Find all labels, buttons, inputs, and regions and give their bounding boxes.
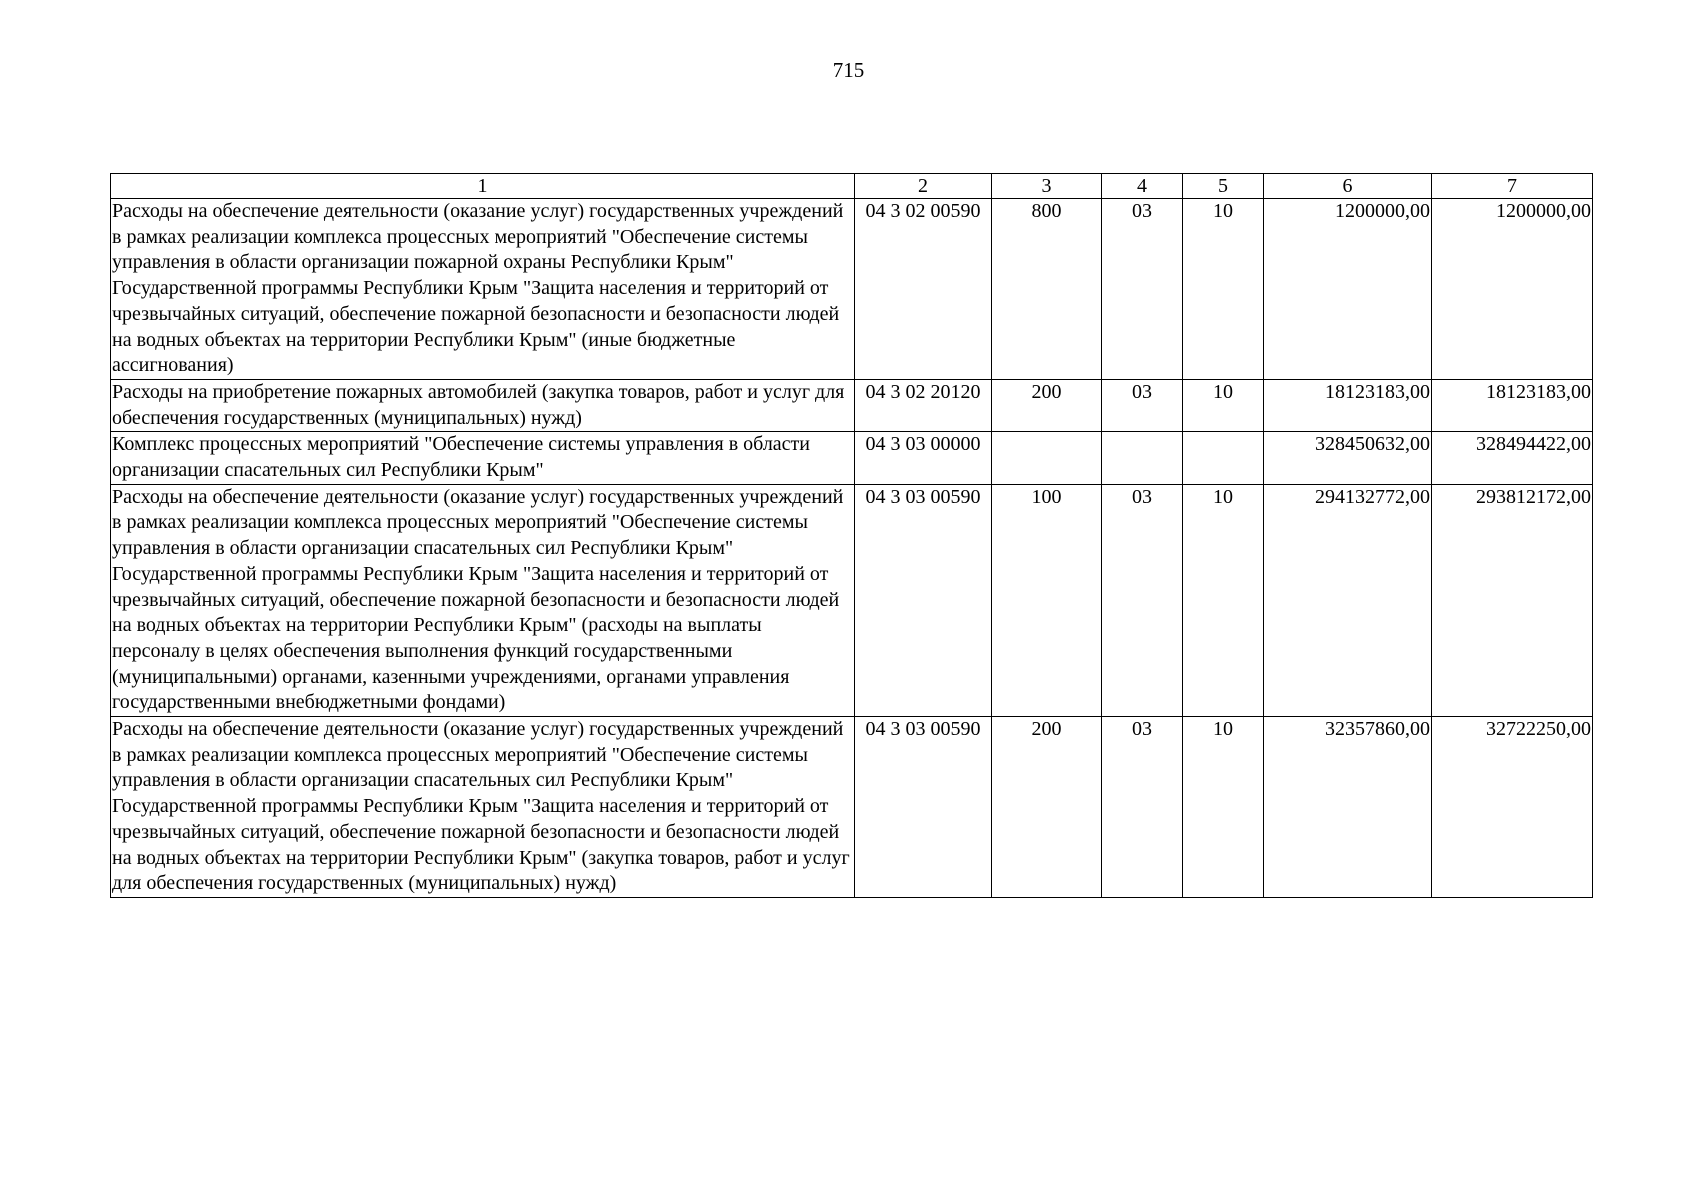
column-header-3: 3 xyxy=(992,174,1102,199)
page-number: 715 xyxy=(832,58,865,82)
row-col-3: 100 xyxy=(992,484,1102,716)
budget-table xyxy=(110,173,1593,898)
row-col-5 xyxy=(1183,432,1264,484)
table-row xyxy=(111,432,1593,484)
row-col-5: 10 xyxy=(1183,199,1264,380)
row-description: Расходы на обеспечение деятельности (оказание услуг) государственных учреждений в рамках реализации комплекса процессных мероприятий "Обеспечение системы управления в области организации спасательных сил Республики Крым" Государственной программы Республики Крым "Защита населения и территорий от чрезвычайных ситуаций, обеспечение пожарной безопасности и безопасности людей на водных объектах на территории Республики Крым" (закупка товаров, работ и услуг для обеспечения государственных (муниципальных) нужд) xyxy=(111,717,855,898)
table-row xyxy=(111,484,1593,716)
row-code: 04 3 02 20120 xyxy=(855,379,992,431)
row-amount-6: 18123183,00 xyxy=(1264,379,1432,431)
table-row xyxy=(111,199,1593,380)
row-amount-6: 1200000,00 xyxy=(1264,199,1432,380)
row-col-3: 200 xyxy=(992,717,1102,898)
row-col-3: 800 xyxy=(992,199,1102,380)
row-col-5: 10 xyxy=(1183,484,1264,716)
row-col-3 xyxy=(992,432,1102,484)
row-amount-7: 293812172,00 xyxy=(1432,484,1593,716)
row-amount-7: 18123183,00 xyxy=(1432,379,1593,431)
row-code: 04 3 02 00590 xyxy=(855,199,992,380)
table-row xyxy=(111,717,1593,898)
row-amount-6: 294132772,00 xyxy=(1264,484,1432,716)
row-col-5: 10 xyxy=(1183,379,1264,431)
column-header-5: 5 xyxy=(1183,174,1264,199)
row-description: Комплекс процессных мероприятий "Обеспечение системы управления в области организации спасательных сил Республики Крым" xyxy=(111,432,855,484)
row-amount-7: 1200000,00 xyxy=(1432,199,1593,380)
row-col-4 xyxy=(1102,432,1183,484)
column-header-1: 1 xyxy=(111,174,855,199)
column-header-2: 2 xyxy=(855,174,992,199)
table-header-row xyxy=(111,174,1593,199)
column-header-7: 7 xyxy=(1432,174,1593,199)
row-col-3: 200 xyxy=(992,379,1102,431)
column-header-4: 4 xyxy=(1102,174,1183,199)
table-row xyxy=(111,379,1593,431)
row-col-4: 03 xyxy=(1102,484,1183,716)
row-col-4: 03 xyxy=(1102,717,1183,898)
row-amount-7: 328494422,00 xyxy=(1432,432,1593,484)
row-col-4: 03 xyxy=(1102,379,1183,431)
row-code: 04 3 03 00000 xyxy=(855,432,992,484)
row-amount-6: 328450632,00 xyxy=(1264,432,1432,484)
column-header-6: 6 xyxy=(1264,174,1432,199)
row-col-5: 10 xyxy=(1183,717,1264,898)
row-col-4: 03 xyxy=(1102,199,1183,380)
row-amount-7: 32722250,00 xyxy=(1432,717,1593,898)
row-description: Расходы на приобретение пожарных автомобилей (закупка товаров, работ и услуг для обеспечения государственных (муниципальных) нужд) xyxy=(111,379,855,431)
row-amount-6: 32357860,00 xyxy=(1264,717,1432,898)
row-description: Расходы на обеспечение деятельности (оказание услуг) государственных учреждений в рамках реализации комплекса процессных мероприятий "Обеспечение системы управления в области организации пожарной охраны Республики Крым" Государственной программы Республики Крым "Защита населения и территорий от чрезвычайных ситуаций, обеспечение пожарной безопасности и безопасности людей на водных объектах на территории Республики Крым" (иные бюджетные ассигнования) xyxy=(111,199,855,380)
row-code: 04 3 03 00590 xyxy=(855,484,992,716)
row-code: 04 3 03 00590 xyxy=(855,717,992,898)
row-description: Расходы на обеспечение деятельности (оказание услуг) государственных учреждений в рамках реализации комплекса процессных мероприятий "Обеспечение системы управления в области организации спасательных сил Республики Крым" Государственной программы Республики Крым "Защита населения и территорий от чрезвычайных ситуаций, обеспечение пожарной безопасности и безопасности людей на водных объектах на территории Республики Крым" (расходы на выплаты персоналу в целях обеспечения выполнения функций государственными (муниципальными) органами, казенными учреждениями, органами управления государственными внебюджетными фондами) xyxy=(111,484,855,716)
